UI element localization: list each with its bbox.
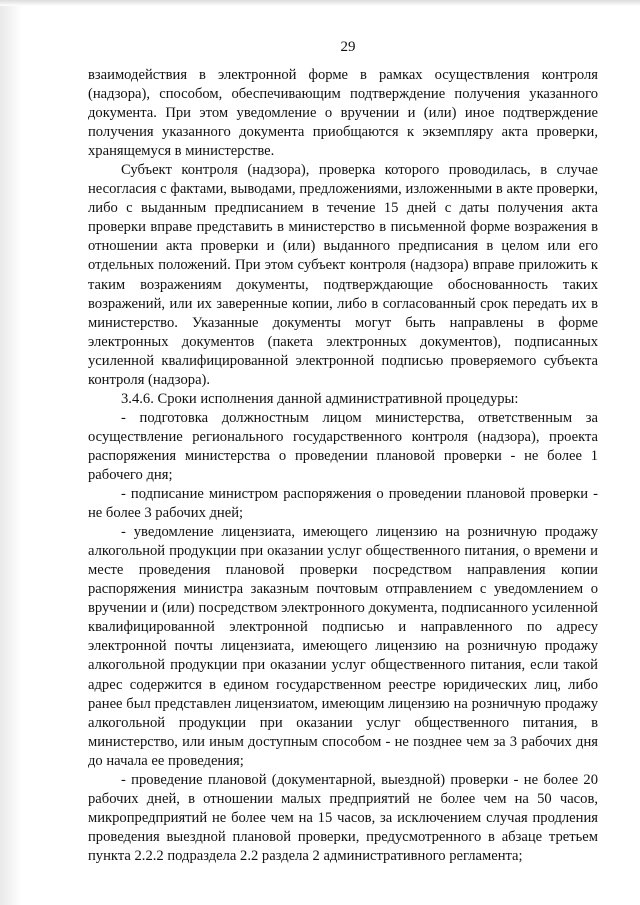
page-number: 29 [340, 39, 356, 55]
document-body [88, 66, 598, 866]
list-item-inspection: - проведение плановой (документарной, выездной) проверки - не более 20 рабочих дней, в отношении малых предприятий не более чем на 50 часов, микропредприятий не более чем на 15 часов, за исключением случая продления проведения выездной плановой проверки, предусмотренного в абзаце третьем пункта 2.2.2 подраздела 2.2 раздела 2 административного регламента; [88, 771, 598, 864]
paragraph-continuation: взаимодействия в электронной форме в рамках осуществления контроля (надзора), способом, обеспечивающим подтверждение получения указанного документа. При этом уведомление о вручении и (или) иное подтверждение получения указанного документа приобщаются к экземпляру акта проверки, хранящемуся в министерстве. [88, 67, 598, 160]
paragraph-objections: Субъект контроля (надзора), проверка которого проводилась, в случае несогласия с фактами, выводами, предложениями, изложенными в акте проверки, либо с выданным предписанием в течение 15 дней с даты получения акта проверки вправе представить в министерство в письменной форме возражения в отношении акта проверки и (или) выданного предписания в целом или его отдельных положений. При этом субъект контроля (надзора) вправе приложить к таким возражениям документы, подтверждающие обоснованность таких возражений, или их заверенные копии, либо в согласованный срок передать их в министерство. Указанные документы могут быть направлены в форме электронных документов (пакета электронных документов), подписанных усиленной квалифицированной электронной подписью проверяемого субъекта контроля (надзора). [88, 162, 598, 388]
section-heading-3-4-6: 3.4.6. Сроки исполнения данной административной процедуры: [121, 390, 519, 407]
list-item-preparation: - подготовка должностным лицом министерства, ответственным за осуществление регионального государственного контроля (надзора), проекта распоряжения министерства о проведении плановой проверки - не более 1 рабочего дня; [88, 409, 598, 483]
scan-shadow-top [0, 0, 640, 6]
document-page [88, 38, 598, 866]
scan-shadow-left [0, 0, 22, 905]
list-item-notification: - уведомление лицензиата, имеющего лицензию на розничную продажу алкогольной продукции при оказании услуг общественного питания, о времени и месте проведения плановой проверки посредством направления копии распоряжения министра заказным почтовым отправлением с уведомлением о вручении и (или) посредством электронного документа, подписанного усиленной квалифицированной электронной подписью и направленного по адресу электронной почты лицензиата, имеющего лицензию на розничную продажу алкогольной продукции при оказании услуг общественного питания, если такой адрес содержится в едином государственном реестре юридических лиц, либо ранее был представлен лицензиатом, имеющим лицензию на розничную продажу алкогольной продукции при оказании услуг общественного питания, в министерство, или иным доступным способом - не позднее чем за 3 рабочих дня до начала ее проведения; [88, 524, 598, 769]
list-item-signing: - подписание министром распоряжения о проведении плановой проверки - не более 3 рабочих дней; [88, 486, 598, 522]
